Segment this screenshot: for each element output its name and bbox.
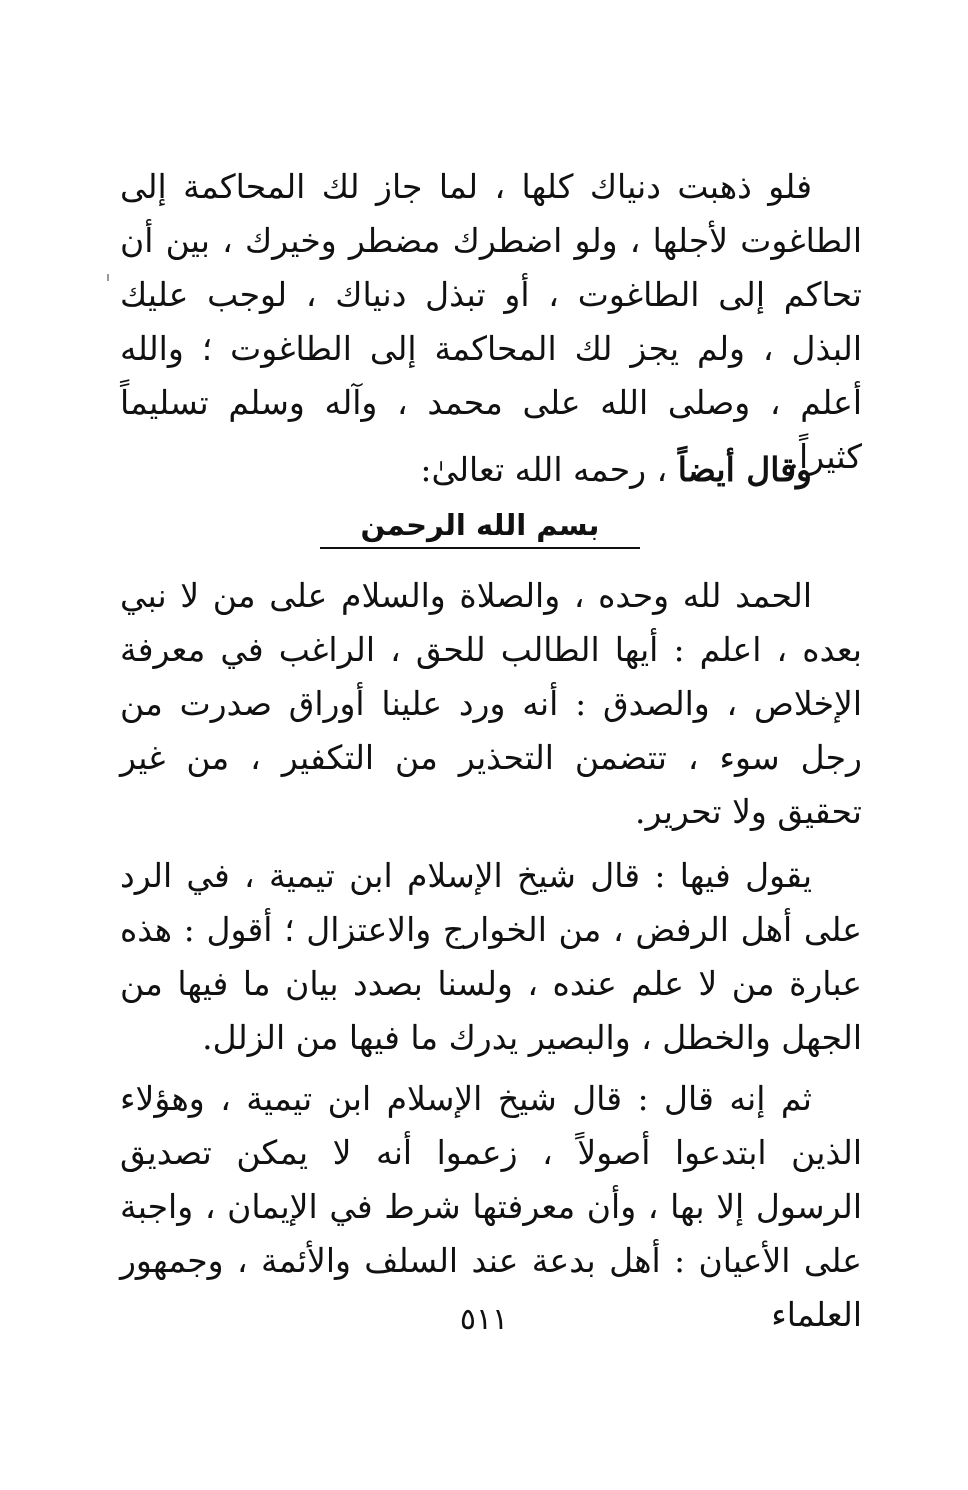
- heading-bold-text: وقال أيضاً: [677, 450, 812, 489]
- basmala-calligraphy: بسم الله الرحمن: [320, 497, 640, 549]
- paragraph-1: [120, 160, 862, 484]
- paragraph-4-text: ثم إنه قال : قال شيخ الإسلام ابن تيمية ، وهؤلاء الذين ابتدعوا أصولاً ، زعموا أنه لا يمكن تصديق الرسول إلا بها ، وأن معرفتها شرط في الإيمان ، واجبة على الأعيان : أهل بدعة عند السلف والأئمة ، وجمهور العلماء: [120, 1079, 862, 1334]
- paragraph-1-text: فلو ذهبت دنياك كلها ، لما جاز لك المحاكمة إلى الطاغوت لأجلها ، ولو اضطرك مضطر وخيرك ، بين أن تحاكم إلى الطاغوت ، أو تبذل دنياك ، لوجب عليك البذل ، ولم يجز لك المحاكمة إلى الطاغوت ؛ والله أعلم ، وصلى الله على محمد ، وآله وسلم تسليماً كثيراً.: [120, 167, 862, 476]
- scan-speck: [107, 274, 109, 281]
- heading-rest-text: ، رحمه الله تعالىٰ:: [420, 450, 678, 489]
- page-number: ٥١١: [459, 1302, 509, 1337]
- section-heading: [120, 443, 862, 497]
- paragraph-3-text: يقول فيها : قال شيخ الإسلام ابن تيمية ، في الرد على أهل الرفض ، من الخوارج والاعتزال ؛ أقول : هذه عبارة من لا علم عنده ، ولسنا بصدد بيان ما فيها من الجهل والخطل ، والبصير يدرك ما فيها من الزلل.: [120, 856, 862, 1057]
- paragraph-2: [120, 569, 862, 839]
- paragraph-3: [120, 849, 862, 1065]
- paragraph-2-text: الحمد لله وحده ، والصلاة والسلام على من لا نبي بعده ، اعلم : أيها الطالب للحق ، الراغب في معرفة الإخلاص ، والصدق : أنه ورد علينا أوراق صدرت من رجل سوء ، تتضمن التحذير من التكفير ، من غير تحقيق ولا تحرير.: [120, 576, 862, 831]
